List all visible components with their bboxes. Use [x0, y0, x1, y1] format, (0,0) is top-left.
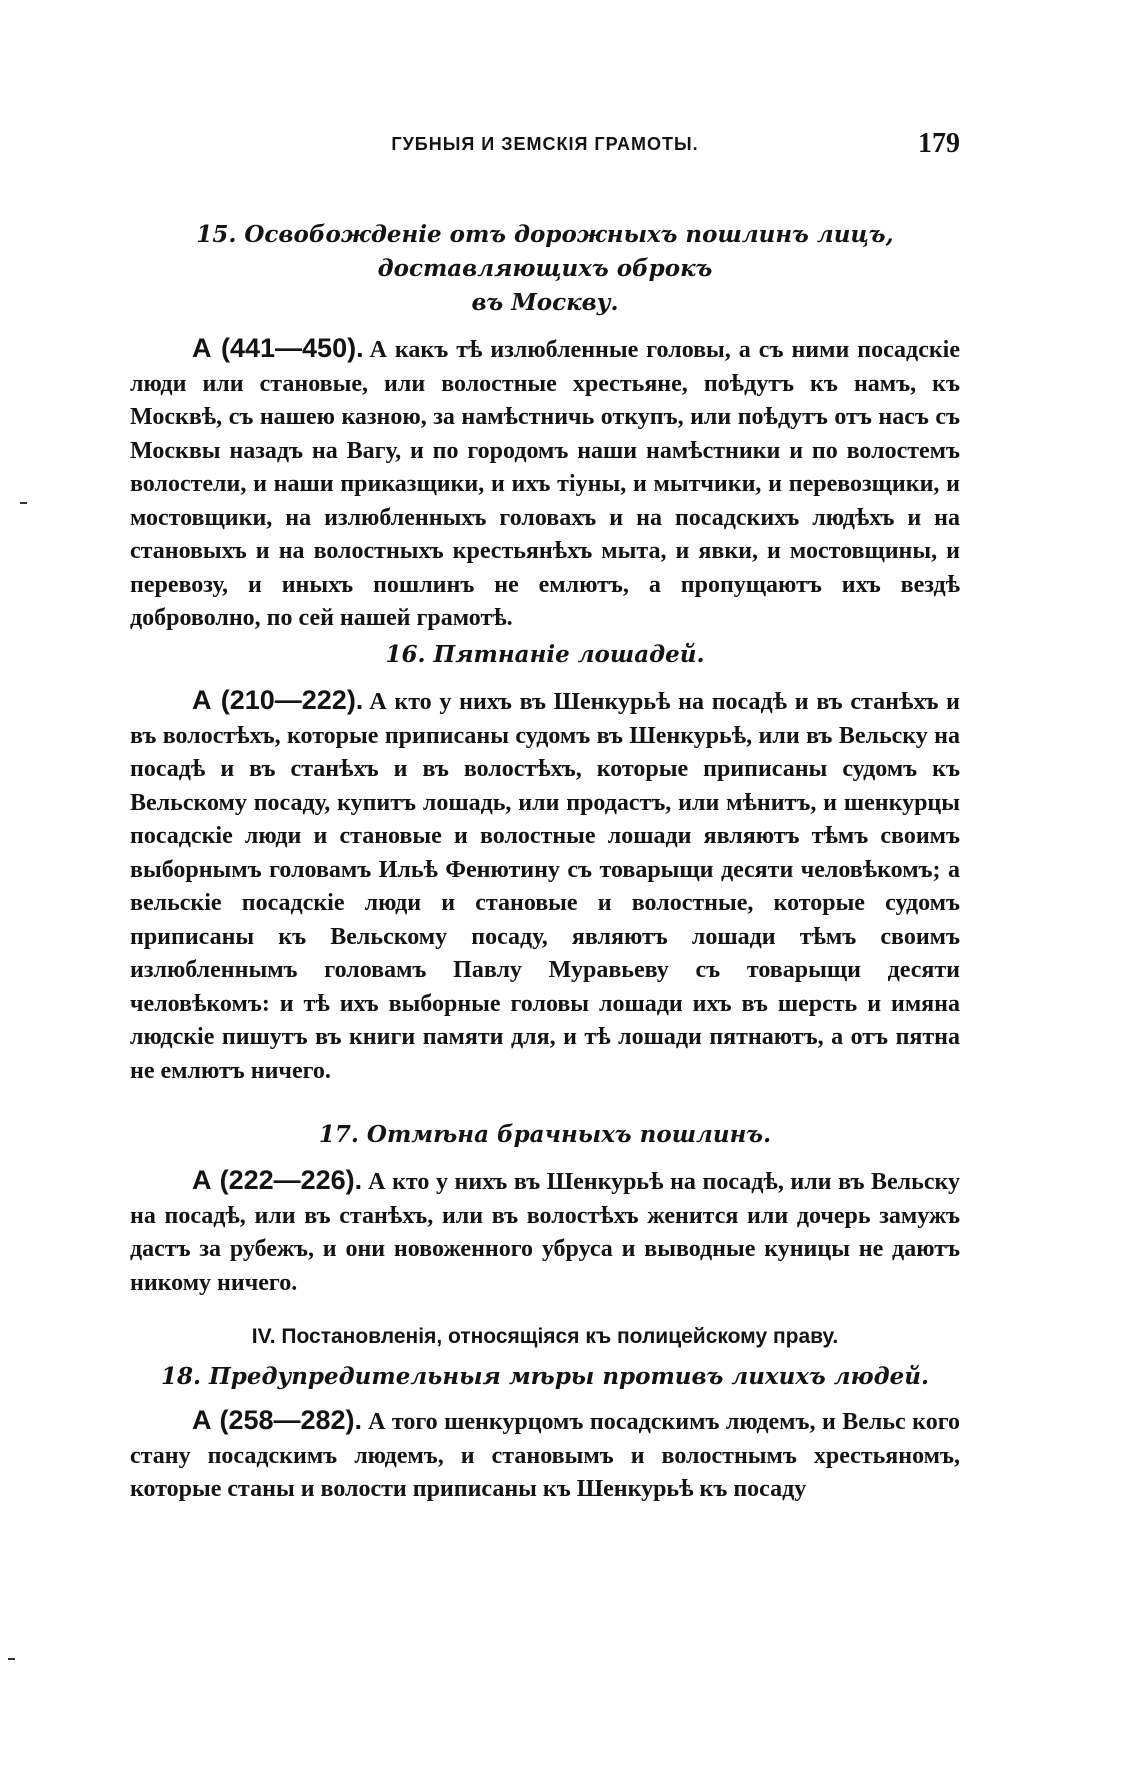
part-heading: IV. Постановленія, относящіяся къ полицейскому праву. [251, 1325, 839, 1348]
section-15 [130, 218, 960, 636]
paragraph [130, 1164, 960, 1300]
section-title: 18. Предупредительныя мѣры противъ лихихъ людей. [160, 1363, 930, 1390]
section-title: 15. Освобожденіе отъ дорожныхъ пошлинъ лицъ, доставляющихъ оброкъ [196, 221, 894, 282]
scan-mark [8, 1658, 15, 1660]
paragraph [130, 332, 960, 636]
paragraph-text: А того шенкурцомъ посадскимъ людемъ, и Вельс кого стану посадскимъ людемъ, и становымъ и волостнымъ хрестьяномъ, которые станы и волости приписаны къ Шенкурьѣ къ посаду [130, 1409, 960, 1502]
section-title: 16. Пятнаніе лошадей. [385, 641, 705, 668]
section-17 [130, 1118, 960, 1300]
paragraph [130, 684, 960, 1088]
section-title: 17. Отмѣна брачныхъ пошлинъ. [318, 1121, 772, 1148]
page-number: 179 [918, 128, 960, 159]
paragraph-text: А кто у нихъ въ Шенкурьѣ на посадѣ и въ станѣхъ и въ волостѣхъ, которые приписаны судомъ въ Шенкурьѣ, или въ Вельску на посадѣ и въ станѣхъ и въ волостѣхъ, которые приписаны судомъ къ Вельскому посаду, купитъ лошадь, или продастъ, или мѣнитъ, и шенкурцы посадскіе люди и становые и волостные лошади являютъ тѣмъ своимъ выборнымъ головамъ Ильѣ Фенютину съ товарыщи десяти человѣкомъ; а вельскіе посадскіе люди и становые и волостные, которые судомъ приписаны къ Вельскому посаду, являютъ лошади тѣмъ своимъ излюбленнымъ головамъ Павлу Муравьеву съ товарыщи десяти человѣкомъ: и тѣ ихъ выборные головы лошади ихъ въ шерсть и имяна людскіе пишутъ въ книги памяти для, и тѣ лошади пятнаютъ, а отъ пятна не емлютъ ничего. [130, 689, 960, 1084]
running-title: ГУБНЫЯ И ЗЕМСКІЯ ГРАМОТЫ. [391, 134, 699, 154]
paragraph-text: А какъ тѣ излюбленные головы, а съ ними посадскіе люди или становые, или волостные хрестьяне, поѣдутъ къ намъ, къ Москвѣ, съ нашею казною, за намѣстничь откупъ, или поѣдутъ отъ насъ съ Москвы назадъ на Вагу, и по городомъ наши намѣстники и по волостемъ волостели, и наши приказщики, и ихъ тіуны, и мытчики, и перевозщики, и мостовщики, на излюбленныхъ головахъ и на посадскихъ людѣхъ и на становыхъ и на волостныхъ крестьянѣхъ мыта, и явки, и мостовщины, и перевозу, и иныхъ пошлинъ не емлютъ, а пропущаютъ ихъ вездѣ доброволно, по сей нашей грамотѣ. [130, 337, 960, 631]
source-reference: А (258—282). [192, 1405, 363, 1435]
scan-mark [20, 502, 27, 504]
source-reference: А (441—450). [192, 333, 364, 363]
source-reference: А (222—226). [192, 1165, 363, 1195]
source-reference: А (210—222). [192, 685, 364, 715]
page-header [130, 128, 960, 168]
section-title-cont: въ Москву. [471, 289, 619, 316]
paragraph [130, 1404, 960, 1507]
section-16 [130, 638, 960, 1088]
part-iv [130, 1322, 960, 1507]
paragraph-text: А кто у нихъ въ Шенкурьѣ на посадѣ, или въ Вельску на посадѣ, или въ станѣхъ, или въ волостѣхъ женится или дочерь замужъ дастъ за рубежъ, и они новоженного убруса и выводные куницы не даютъ никому ничего. [130, 1169, 960, 1296]
